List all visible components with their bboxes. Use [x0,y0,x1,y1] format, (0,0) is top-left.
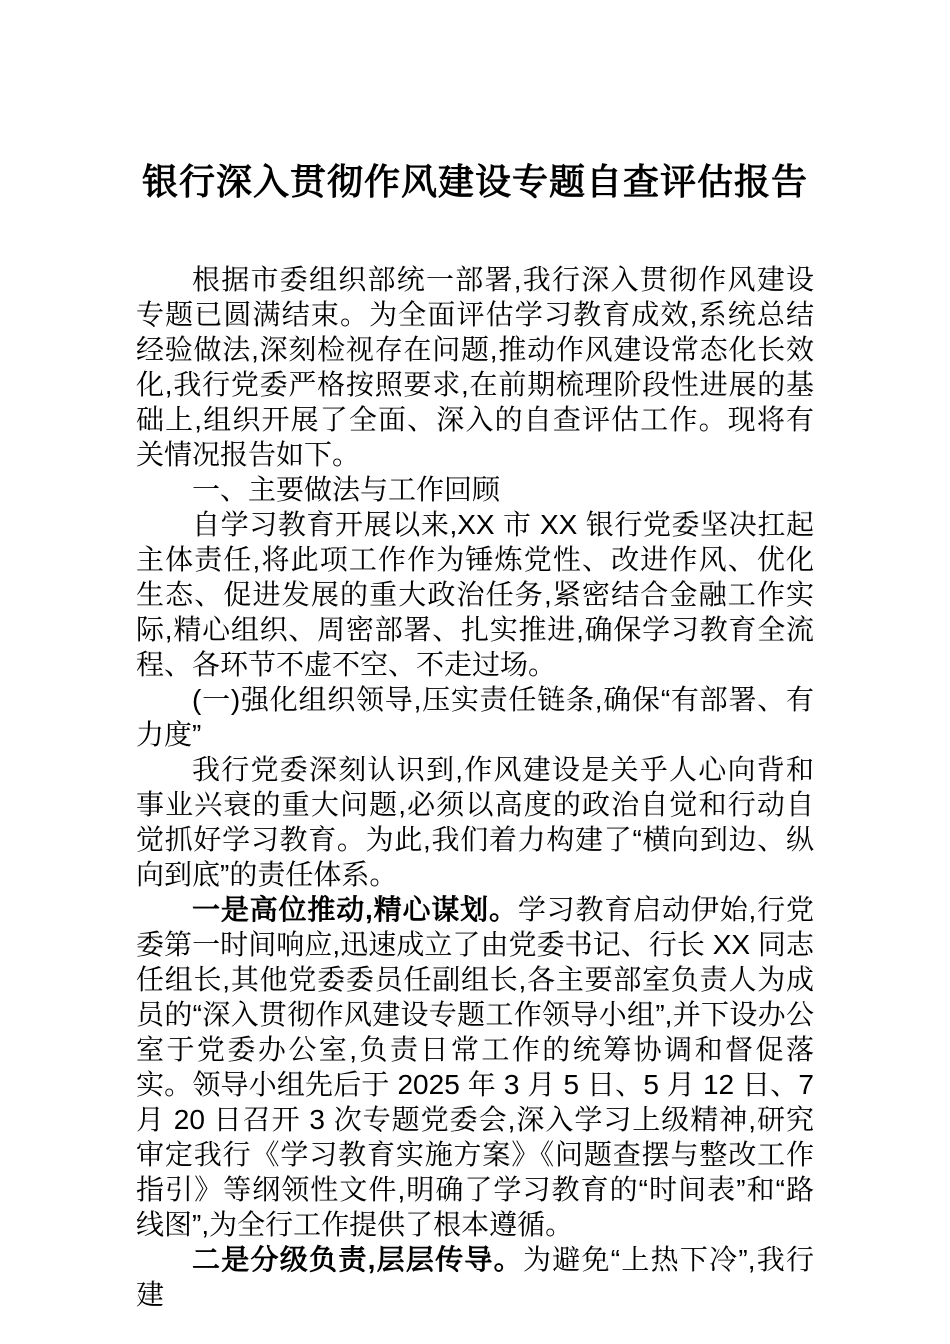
paragraph-point-one [136,892,814,1242]
paragraph-overview: 自学习教育开展以来,XX 市 XX 银行党委坚决扛起主体责任,将此项工作作为锤炼党性、改进作风、优化生态、促进发展的重大政治任务,紧密结合金融工作实际,精心组织、周密部署、扎实推进,确保学习教育全流程、各环节不虚不空、不走过场。 [136,509,814,680]
paragraph-point-two-text: 为避免“上热下冷”,我行建 [136,1244,814,1310]
paragraph-point-two-lead: 二是分级负责,层层传导。 [192,1244,523,1275]
paragraph-intro: 根据市委组织部统一部署,我行深入贯彻作风建设专题已圆满结束。为全面评估学习教育成效,系统总结经验做法,深刻检视存在问题,推动作风建设常态化长效化,我行党委严格按照要求,在前期梳理阶段性进展的基础上,组织开展了全面、深入的自查评估工作。现将有关情况报告如下。 [136,264,814,470]
paragraph-point-one-text: 学习教育启动伊始,行党委第一时间响应,迅速成立了由党委书记、行长 XX 同志任组长,其他党委委员任副组长,各主要部室负责人为成员的“深入贯彻作风建设专题工作领导小组”,并下设办公室于党委办公室,负责日常工作的统筹协调和督促落实。领导小组先后于 2025 年 3 月 5 日、5 月 12 日、7 月 20 日召开 3 次专题党委会,深入学习上级精神,研究审定我行《学习教育实施方案》《问题查摆与整改工作指引》等纲领性文件,明确了学习教育的“时间表”和“路线图”,为全行工作提供了根本遵循。 [136,894,815,1240]
sub-heading-1-1: (一)强化组织领导,压实责任链条,确保“有部署、有力度” [136,684,814,750]
paragraph-responsibility-system: 我行党委深刻认识到,作风建设是关乎人心向背和事业兴衰的重大问题,必须以高度的政治自觉和行动自觉抓好学习教育。为此,我们着力构建了“横向到边、纵向到底”的责任体系。 [136,754,814,890]
paragraph-point-two [136,1242,814,1312]
section-heading-1: 一、主要做法与工作回顾 [192,474,501,505]
document-title: 银行深入贯彻作风建设专题自查评估报告 [141,161,808,202]
paragraph-point-one-lead: 一是高位推动,精心谋划。 [192,894,518,925]
